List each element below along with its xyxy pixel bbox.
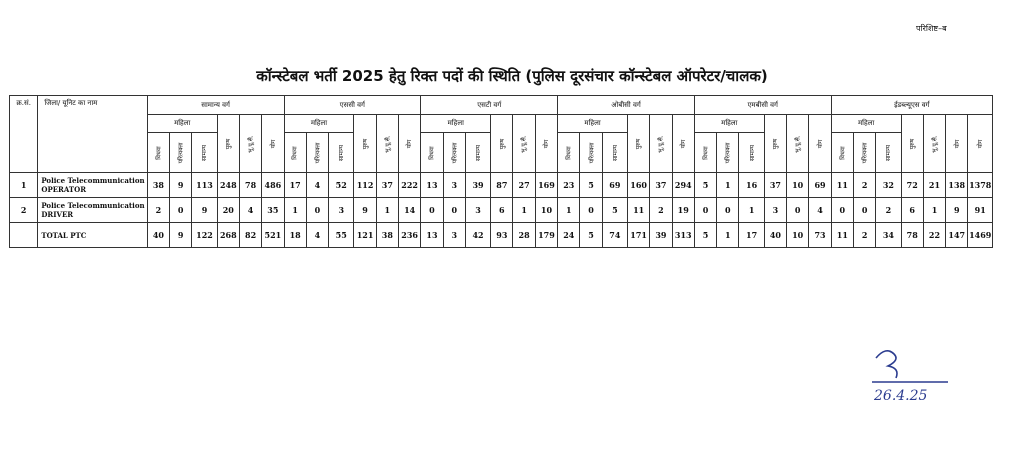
header-sub-label: भू.पू.सै. (657, 134, 665, 153)
row-value: 1 (923, 198, 945, 223)
header-sub-label: योग (680, 139, 688, 148)
row-value: 72 (901, 173, 923, 198)
row-value: 122 (192, 223, 217, 248)
page-title: कॉन्स्टेबल भर्ती 2025 हेतु रिक्त पदों की स्थिति (पुलिस दूरसंचार कॉन्स्टेबल ऑपरेटर/चालक) (256, 67, 768, 85)
row-value: 13 (421, 223, 443, 248)
row-value: 9 (946, 198, 968, 223)
header-sub (558, 133, 580, 173)
header-sub (147, 133, 169, 173)
row-value: 1 (558, 198, 580, 223)
row-value: 69 (602, 173, 627, 198)
row-value: 82 (239, 223, 261, 248)
row-value: 87 (491, 173, 513, 198)
header-sub (491, 115, 513, 173)
header-sub-label: भू.पू.सै. (521, 134, 529, 153)
header-sub (398, 115, 420, 173)
header-sub-label: सामान्य (748, 144, 756, 161)
row-value: 2 (853, 223, 875, 248)
header-sub (787, 115, 809, 173)
row-value: 39 (650, 223, 672, 248)
row-value: 38 (376, 223, 398, 248)
header-sub-label: सामान्य (611, 144, 619, 161)
header-sub-label: पुरुष (909, 138, 917, 149)
row-value: 248 (217, 173, 239, 198)
row-value: 21 (923, 173, 945, 198)
header-sub-label: भू.पू.सै. (247, 134, 255, 153)
row-value: 169 (535, 173, 557, 198)
row-value: 20 (217, 198, 239, 223)
header-sub-label: योग (406, 139, 414, 148)
row-value: 10 (787, 173, 809, 198)
row-value: 9 (170, 173, 192, 198)
row-value: 521 (262, 223, 284, 248)
header-category: एमबीसी वर्ग (694, 96, 831, 115)
header-sub (694, 133, 716, 173)
header-sub (923, 115, 945, 173)
row-value: 113 (192, 173, 217, 198)
row-value: 34 (876, 223, 901, 248)
row-value: 69 (809, 173, 831, 198)
header-sub (329, 133, 354, 173)
row-value: 42 (465, 223, 490, 248)
row-value: 11 (831, 173, 853, 198)
row-value: 9 (192, 198, 217, 223)
table-row (10, 173, 993, 198)
row-value: 3 (465, 198, 490, 223)
row-value: 35 (262, 198, 284, 223)
row-value: 0 (694, 198, 716, 223)
signature (866, 338, 966, 408)
header-sub (672, 115, 694, 173)
row-value: 1469 (968, 223, 993, 248)
row-value: 73 (809, 223, 831, 248)
header-sub (901, 115, 923, 173)
header-sub (876, 133, 901, 173)
header-sub-label: योग (977, 139, 985, 148)
header-sub (831, 133, 853, 173)
row-value: 236 (398, 223, 420, 248)
row-value: 78 (239, 173, 261, 198)
header-category: सामान्य वर्ग (147, 96, 284, 115)
table-row (10, 223, 993, 248)
header-sub-label: सामान्य (885, 144, 893, 161)
row-value: 222 (398, 173, 420, 198)
header-sub (217, 115, 239, 173)
row-value: 40 (147, 223, 169, 248)
header-sub-label: भू.पू.सै. (384, 134, 392, 153)
row-value: 11 (831, 223, 853, 248)
header-sub-label: पुरुष (225, 138, 233, 149)
row-value: 1 (376, 198, 398, 223)
header-sub-label: विधवा (155, 145, 163, 160)
row-value: 121 (354, 223, 376, 248)
signature-date: 26.4.25 (874, 388, 928, 404)
row-value: 13 (421, 173, 443, 198)
vacancy-table (9, 95, 993, 248)
row-value: 4 (239, 198, 261, 223)
header-female: महिला (284, 115, 354, 133)
row-sn: 2 (10, 198, 38, 223)
header-unit: जिला/ यूनिट का नाम (38, 96, 147, 173)
row-value: 38 (147, 173, 169, 198)
row-value: 37 (376, 173, 398, 198)
header-category: एससी वर्ग (284, 96, 421, 115)
row-value: 160 (628, 173, 650, 198)
row-value: 147 (946, 223, 968, 248)
row-value: 3 (329, 198, 354, 223)
header-sub-label: योग (817, 139, 825, 148)
header-sub (809, 115, 831, 173)
header-sub (946, 115, 968, 173)
header-sub-label: योग (543, 139, 551, 148)
header-sub (421, 133, 443, 173)
header-sub-label: सामान्य (475, 144, 483, 161)
header-sub (192, 133, 217, 173)
header-sub-label: विधवा (839, 145, 847, 160)
row-sn (10, 223, 38, 248)
row-value: 4 (306, 173, 328, 198)
row-value: 0 (443, 198, 465, 223)
row-value: 3 (443, 173, 465, 198)
row-value: 17 (739, 223, 764, 248)
header-category: ओबीसी वर्ग (558, 96, 695, 115)
row-value: 10 (787, 223, 809, 248)
row-value: 2 (650, 198, 672, 223)
row-value: 91 (968, 198, 993, 223)
header-sub-label: परित्यक्ता (724, 142, 732, 163)
row-value: 112 (354, 173, 376, 198)
row-value: 5 (694, 223, 716, 248)
header-sub (602, 133, 627, 173)
header-sub-label: पुरुष (362, 138, 370, 149)
row-value: 52 (329, 173, 354, 198)
header-female: महिला (694, 115, 764, 133)
header-sub (853, 133, 875, 173)
row-value: 1 (717, 223, 739, 248)
row-value: 313 (672, 223, 694, 248)
header-sub (513, 115, 535, 173)
header-sub-label: परित्यक्ता (861, 142, 869, 163)
row-value: 0 (853, 198, 875, 223)
row-value: 4 (306, 223, 328, 248)
header-sub (170, 133, 192, 173)
row-value: 22 (923, 223, 945, 248)
row-value: 0 (787, 198, 809, 223)
row-value: 5 (602, 198, 627, 223)
row-value: 0 (831, 198, 853, 223)
header-sub-label: विधवा (702, 145, 710, 160)
table-row (10, 198, 993, 223)
row-value: 5 (580, 223, 602, 248)
row-value: 39 (465, 173, 490, 198)
header-sub (284, 133, 306, 173)
header-sub (443, 133, 465, 173)
row-value: 9 (354, 198, 376, 223)
row-sn: 1 (10, 173, 38, 198)
header-category: ईडब्ल्यूएस वर्ग (831, 96, 992, 115)
header-female: महिला (147, 115, 217, 133)
row-value: 24 (558, 223, 580, 248)
row-value: 179 (535, 223, 557, 248)
header-sub (535, 115, 557, 173)
header-sub (262, 115, 284, 173)
header-female: महिला (421, 115, 491, 133)
row-value: 23 (558, 173, 580, 198)
header-sub (239, 115, 261, 173)
row-value: 6 (901, 198, 923, 223)
row-value: 17 (284, 173, 306, 198)
header-category: एसटी वर्ग (421, 96, 558, 115)
header-sub-label: पुरुष (498, 138, 506, 149)
row-value: 1 (717, 173, 739, 198)
header-sub-label: विधवा (292, 145, 300, 160)
row-value: 18 (284, 223, 306, 248)
header-sub (968, 115, 993, 173)
row-value: 2 (876, 198, 901, 223)
row-value: 4 (809, 198, 831, 223)
row-value: 32 (876, 173, 901, 198)
row-value: 19 (672, 198, 694, 223)
header-sub-label: पुरुष (772, 138, 780, 149)
header-sub-label: पुरुष (635, 138, 643, 149)
header-sub-label: भू.पू.सै. (794, 134, 802, 153)
row-value: 2 (147, 198, 169, 223)
header-sub (580, 133, 602, 173)
header-sn: क्र.सं. (10, 96, 38, 173)
row-value: 0 (580, 198, 602, 223)
header-sub-label: भू.पू.सै. (931, 134, 939, 153)
row-value: 5 (580, 173, 602, 198)
row-value: 0 (421, 198, 443, 223)
header-sub-label: सामान्य (201, 144, 209, 161)
header-female: महिला (831, 115, 901, 133)
row-value: 74 (602, 223, 627, 248)
row-value: 1 (513, 198, 535, 223)
header-sub (764, 115, 786, 173)
row-value: 0 (170, 198, 192, 223)
header-category-row (10, 96, 993, 115)
row-value: 3 (443, 223, 465, 248)
row-value: 1 (739, 198, 764, 223)
header-sub-label: योग (953, 139, 961, 148)
header-sub-label: परित्यक्ता (177, 142, 185, 163)
row-value: 1378 (968, 173, 993, 198)
row-value: 9 (170, 223, 192, 248)
row-unit-name: Police Telecommunication OPERATOR (38, 173, 147, 198)
header-sub (306, 133, 328, 173)
header-sub (628, 115, 650, 173)
row-value: 11 (628, 198, 650, 223)
annex-label: परिशिष्ट–ब (916, 24, 947, 33)
row-value: 93 (491, 223, 513, 248)
row-value: 28 (513, 223, 535, 248)
row-value: 14 (398, 198, 420, 223)
header-sub (376, 115, 398, 173)
row-value: 78 (901, 223, 923, 248)
row-value: 37 (764, 173, 786, 198)
header-sub (650, 115, 672, 173)
header-sub-label: परित्यक्ता (314, 142, 322, 163)
row-value: 294 (672, 173, 694, 198)
row-value: 2 (853, 173, 875, 198)
row-value: 37 (650, 173, 672, 198)
header-sub (739, 133, 764, 173)
header-sub-label: परित्यक्ता (588, 142, 596, 163)
row-value: 0 (717, 198, 739, 223)
row-value: 171 (628, 223, 650, 248)
row-value: 1 (284, 198, 306, 223)
header-sub-label: सामान्य (338, 144, 346, 161)
header-female-row (10, 115, 993, 133)
header-sub-label: विधवा (565, 145, 573, 160)
row-value: 486 (262, 173, 284, 198)
row-unit-name: Police Telecommunication DRIVER (38, 198, 147, 223)
row-value: 6 (491, 198, 513, 223)
row-value: 268 (217, 223, 239, 248)
row-value: 40 (764, 223, 786, 248)
row-value: 138 (946, 173, 968, 198)
header-sub (354, 115, 376, 173)
row-value: 27 (513, 173, 535, 198)
header-sub (717, 133, 739, 173)
row-value: 10 (535, 198, 557, 223)
row-value: 3 (764, 198, 786, 223)
row-value: 5 (694, 173, 716, 198)
header-sub-label: योग (269, 139, 277, 148)
header-sub-label: विधवा (428, 145, 436, 160)
header-female: महिला (558, 115, 628, 133)
row-unit-name: TOTAL PTC (38, 223, 147, 248)
header-sub-label: परित्यक्ता (451, 142, 459, 163)
row-value: 55 (329, 223, 354, 248)
header-sub (465, 133, 490, 173)
row-value: 0 (306, 198, 328, 223)
row-value: 16 (739, 173, 764, 198)
